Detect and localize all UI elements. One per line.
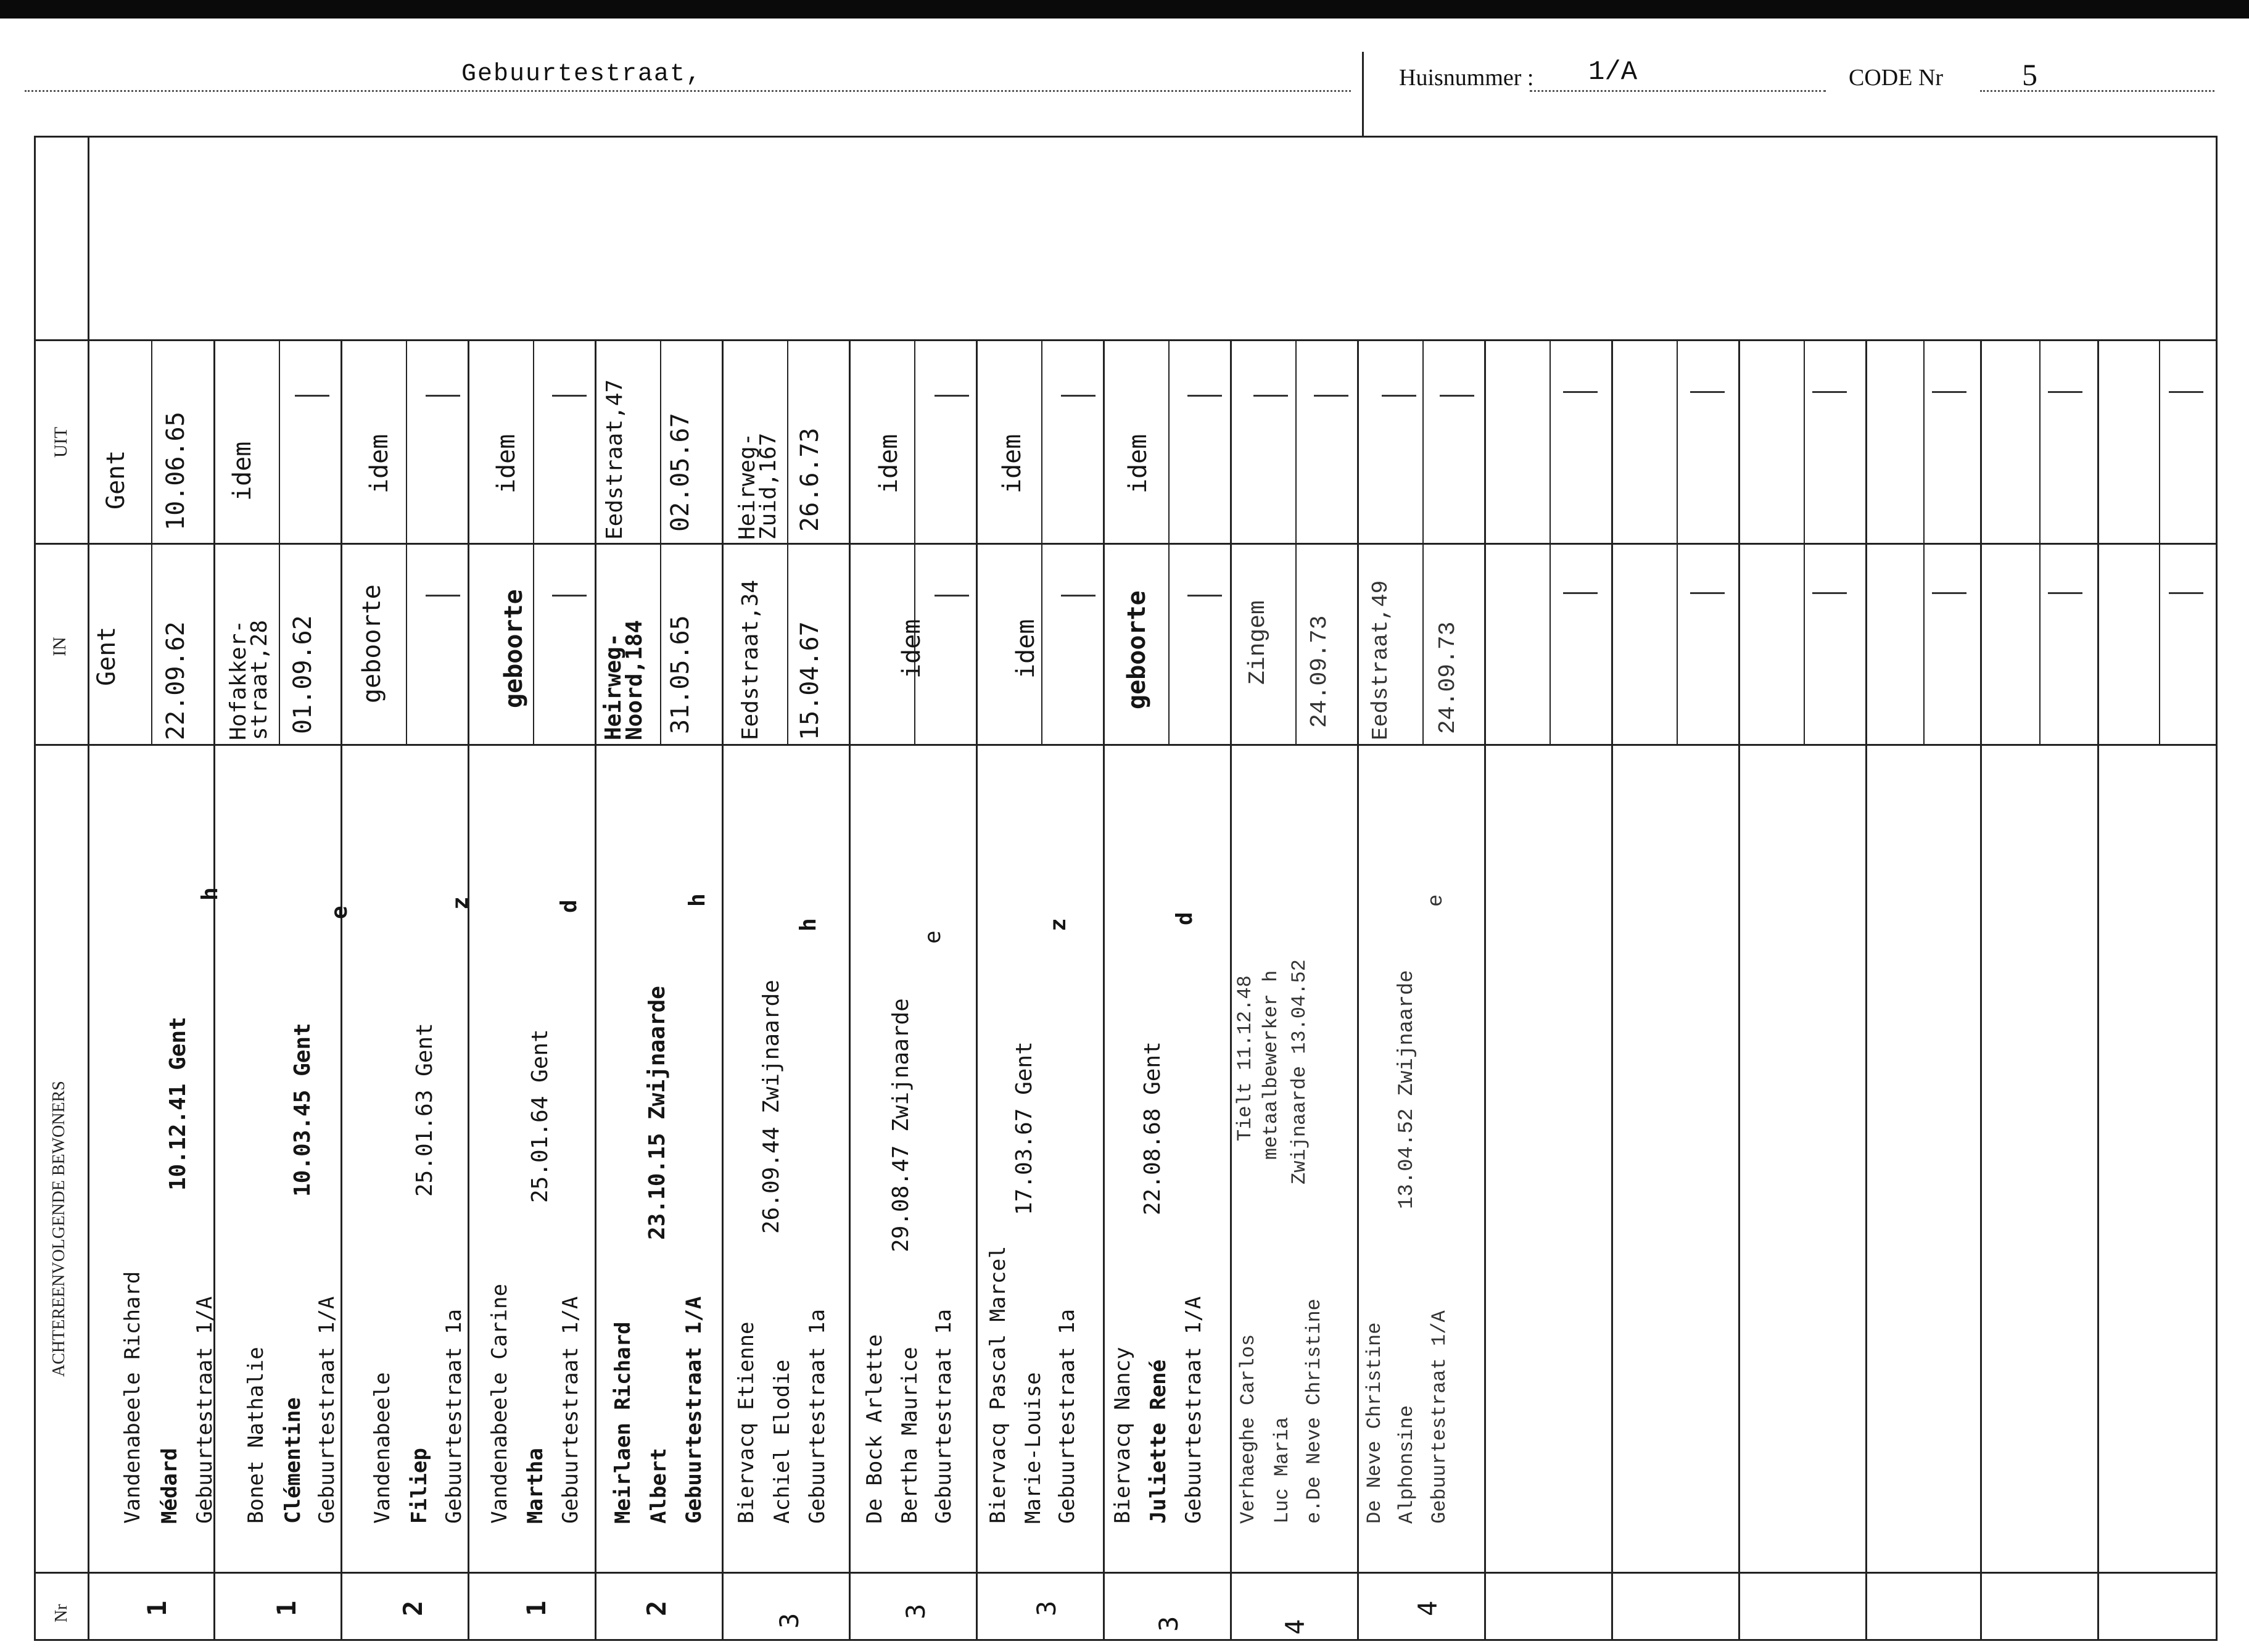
resident-given-names: Bertha Maurice [898,1347,922,1524]
resident-name: De Neve Christine [1363,1322,1386,1524]
sub-line-11 [1422,339,1424,744]
resident-address: Gebuurtestraat 1/A [1428,1310,1451,1524]
resident-address: Gebuurtestraat 1a [805,1309,830,1524]
record-nr: 2 [642,1600,672,1616]
resident-given-names: Clémentine [281,1397,305,1524]
in-place: Heirweg-Noord,184 [601,619,647,740]
out-place-dash [1382,395,1416,397]
in-date: 15.04.67 [796,621,824,740]
birth-date-place: 23.10.15 Zwijnaarde [645,986,670,1240]
house-number-label: Huisnummer : [1399,65,1534,91]
code-value: 5 [2022,57,2037,92]
label-column-divider [88,136,89,1641]
resident-name: Vandenabeele [370,1372,395,1524]
in-place: Eedstraat,34 [738,579,763,740]
col-line-10 [1357,339,1359,1641]
out-place-dash [1253,395,1288,397]
resident-name: Biervacq Pascal Marcel [986,1245,1010,1524]
family-code: e [327,906,352,919]
sub-line-5 [660,339,661,744]
sub-line-1 [151,339,152,744]
birth-date-place: 13.04.52 Zwijnaarde [1395,970,1419,1209]
family-code: h [796,918,821,931]
uit-top-line [34,339,2218,341]
sub-line-4 [533,339,534,744]
empty-dash [2169,592,2203,594]
house-number-value: 1/A [1588,57,1638,88]
family-code: e [1425,894,1448,907]
birth-date-place: 17.03.67 Gent [1012,1041,1037,1215]
record-nr: 3 [1153,1616,1184,1632]
sub-line-6 [787,339,788,744]
in-place: Gent [93,626,121,686]
in-date: 01.09.62 [289,615,317,734]
empty-dash [1932,592,1966,594]
in-place: geboorte [358,584,386,703]
in-place: geboorte [1123,590,1151,709]
empty-dash [1812,391,1847,393]
empty-dash [1690,391,1725,393]
sub-line-3 [406,339,407,744]
in-residents-line [34,744,2218,746]
out-date-dash [1061,395,1096,397]
uit-in-line [34,543,2218,545]
family-code: h [197,887,223,901]
col-line-15 [1980,339,1982,1641]
birth-date-place: 29.08.47 Zwijnaarde [888,998,914,1252]
in-place: geboorte [500,589,528,708]
birth-date-place: Tielt 11.12.48 [1234,975,1257,1141]
resident-address: Gebuurtestraat 1a [442,1309,466,1524]
birth-date-place: 10.12.41 Gent [165,1017,191,1191]
resident-address: Gebuurtestraat 1/A [315,1296,339,1524]
sub-line-7 [914,339,915,744]
resident-given-names: Achiel Elodie [770,1359,794,1524]
birth-date-place: 10.03.45 Gent [290,1023,315,1197]
out-place: idem [1124,434,1152,494]
in-date-dash [935,595,969,597]
resident-name: Biervacq Nancy [1110,1347,1135,1524]
sub-line-17 [2159,339,2160,744]
birth-date-place: 25.01.63 Gent [412,1023,437,1197]
sub-line-2 [279,339,280,744]
col-line-14 [1865,339,1867,1641]
record-nr: 1 [271,1600,302,1616]
empty-dash [2169,391,2203,393]
sub-line-10 [1295,339,1297,744]
resident-given-names: Médard [157,1448,182,1524]
header-divider [1362,52,1364,136]
record-nr: 1 [521,1600,551,1616]
resident-address: Gebuurtestraat 1/A [682,1296,706,1524]
family-code: h [685,893,710,907]
resident-name: De Bock Arlette [862,1334,887,1524]
col-line-7 [976,339,978,1641]
birth-date-place: 26.09.44 Zwijnaarde [759,980,784,1234]
record-nr: 2 [398,1600,428,1616]
code-dotted-line [1980,90,2214,92]
house-number-dotted-line [1530,90,1826,92]
sub-line-9 [1168,339,1170,744]
col-line-9 [1230,339,1232,1641]
record-nr: 3 [1031,1600,1062,1616]
family-code: z [448,896,473,910]
resident-address: Gebuurtestraat 1a [1055,1309,1079,1524]
scan-top-border [0,0,2249,19]
col-line-2 [340,339,342,1641]
empty-dash [2048,391,2082,393]
empty-dash [1932,391,1966,393]
record-nr: 4 [1413,1600,1443,1616]
col-line-4 [595,339,596,1641]
in-place: idem [1012,619,1040,679]
out-place: Eedstraat,47 [602,379,627,540]
out-place: idem [875,434,903,494]
out-date-dash [935,395,969,397]
in-date-dash [552,595,587,597]
record-nr: 3 [901,1603,931,1619]
record-nr: 4 [1280,1619,1310,1635]
in-date-dash [1187,595,1222,597]
code-label: CODE Nr [1849,65,1944,91]
in-date: 24.09.73 [1306,615,1333,728]
out-date-dash [1314,395,1348,397]
out-date-dash [295,395,329,397]
col-line-8 [1103,339,1105,1641]
resident-address: e.De Neve Christine [1303,1299,1326,1524]
in-date-dash [1061,595,1096,597]
empty-dash [1563,391,1598,393]
label-uit: UIT [51,427,71,458]
resident-name: Bonet Nathalie [244,1347,268,1524]
resident-address: Gebuurtestraat 1/A [558,1296,583,1524]
resident-given-names: Luc Maria [1271,1417,1294,1524]
out-date-dash [552,395,587,397]
resident-name: Meirlaen Richard [611,1321,635,1524]
resident-name: Vandenabeele Richard [120,1271,145,1524]
occupation: metaalbewerker h [1260,970,1282,1160]
col-line-3 [468,339,469,1641]
out-place: idem [998,434,1026,494]
sub-line-13 [1677,339,1678,744]
out-date-dash [426,395,460,397]
out-place: idem [492,434,521,494]
in-date: 24.09.73 [1435,621,1461,734]
resident-address: Gebuurtestraat 1a [931,1309,956,1524]
col-line-5 [722,339,724,1641]
resident-given-names: Alphonsine [1395,1405,1418,1524]
sub-line-16 [2039,339,2041,744]
street-name: Gebuurtestraat, [461,60,703,88]
sub-line-12 [1550,339,1551,744]
resident-given-names: Marie-Louise [1021,1372,1046,1524]
resident-given-names: Juliette René [1146,1359,1171,1524]
empty-dash [2048,592,2082,594]
col-line-6 [849,339,851,1641]
col-line-13 [1738,339,1740,1641]
sub-line-14 [1804,339,1805,744]
resident-address: Gebuurtestraat 1/A [1181,1296,1206,1524]
label-nr: Nr [52,1604,71,1622]
resident-given-names: Albert [646,1448,671,1524]
birth-date-place: 25.01.64 Gent [527,1029,553,1203]
out-place: idem [228,441,257,501]
label-in: IN [49,637,70,656]
in-date: 31.05.65 [666,615,695,734]
out-date: 02.05.67 [666,413,695,532]
resident-given-names: Martha [523,1448,548,1524]
resident-name: Vandenabeele Carine [487,1284,512,1524]
resident-name: Biervacq Etienne [734,1321,759,1524]
resident-given-names: Filiep [407,1448,432,1524]
out-place: Heirweg-Zuid,167 [735,432,781,540]
residents-nr-line [34,1572,2218,1574]
empty-dash [1812,592,1847,594]
out-place: idem [365,434,394,494]
family-code: d [1172,912,1197,925]
out-date: 10.06.65 [162,411,190,531]
family-code: e [920,930,946,944]
in-place: Hofakker-straat,28 [226,619,272,740]
street-dotted-line [25,90,1351,92]
birth-date-place: 22.08.68 Gent [1140,1041,1165,1215]
in-place: Eedstraat,49 [1368,580,1393,740]
in-place: idem [898,619,926,679]
col-line-12 [1611,339,1613,1641]
out-date: 26.6.73 [796,427,824,532]
empty-dash [1563,592,1598,594]
out-place: Gent [102,450,130,510]
col-line-11 [1484,339,1486,1641]
partner-birth: Zwijnaarde 13.04.52 [1288,959,1311,1184]
in-date: 22.09.62 [162,621,190,740]
out-date-dash [1440,395,1474,397]
resident-name: Verhaeghe Carlos [1237,1334,1260,1524]
in-date-dash [426,595,460,597]
label-residents: ACHTEREENVOLGENDE BEWONERS [49,1081,68,1377]
family-code: z [1046,918,1071,931]
sub-line-15 [1923,339,1925,744]
out-date-dash [1187,395,1222,397]
in-place: Zingem [1245,600,1271,685]
family-code: d [556,899,582,913]
empty-dash [1690,592,1725,594]
col-line-16 [2097,339,2099,1641]
record-nr: 1 [142,1600,172,1616]
sub-line-8 [1041,339,1042,744]
resident-address: Gebuurtestraat 1/A [192,1296,217,1524]
record-nr: 3 [774,1613,804,1629]
